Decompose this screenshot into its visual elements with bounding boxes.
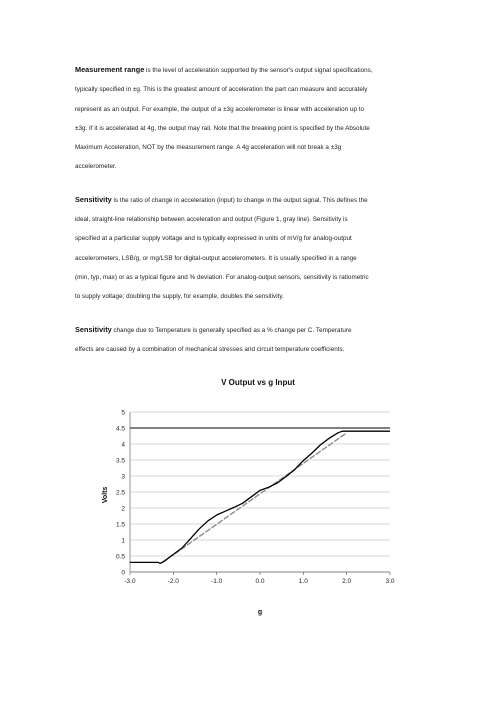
y-tick-label: 4.5	[115, 425, 125, 433]
paragraph-sensitivity: Sensitivity is the ratio of change in acceleration (input) to change in the output signal. This defines the ideal, straight-line relationship between acceleration and output (Figure 1, gray line). Sensitivity is specified at a particular supply voltage and is typically expressed in units of mV/g for analog-output accelerometers, LSB/g, or mg/LSB for digital-output accelerometers. It is usually specified in a range (min, typ, max) or as a typical figure and % deviation. For analog-output sensors, sensitivity is ratiometric to supply voltage; doubling the supply, for example, doubles the sensitivity.	[75, 190, 420, 307]
x-tick-label: -2.0	[167, 578, 179, 585]
chart-series	[130, 431, 390, 563]
y-tick-label: 1	[121, 537, 125, 545]
y-axis-label: Volts	[102, 486, 109, 504]
text-line: specified at a particular supply voltage and is typically expressed in units of mV/g for analog-output	[75, 235, 352, 243]
x-tick-label: 3.0	[385, 578, 395, 585]
y-tick-label: 0.5	[115, 553, 125, 561]
text-line: (min, typ, max) or as a typical figure and % deviation. For analog-output sensors, sensitivity is ratiometric	[75, 273, 369, 281]
y-tick-label: 1.5	[115, 521, 125, 529]
y-tick-label: 2	[121, 505, 125, 513]
x-tick-label: 0.0	[255, 578, 265, 585]
x-tick-label: -1.0	[211, 578, 223, 585]
document-body	[75, 60, 420, 372]
text-line: to supply voltage; doubling the supply, for example, doubles the sensitivity.	[75, 293, 284, 301]
x-tick-label: 1.0	[298, 578, 308, 585]
y-tick-label: 2.5	[115, 489, 125, 497]
y-tick-label: 4	[121, 441, 125, 449]
actual-output-series	[130, 431, 390, 563]
text-line: ±3g. If it is accelerated at 4g, the output may rail. Note that the breaking point is specified by the Absolute	[75, 124, 370, 132]
x-tick-label: 2.0	[342, 578, 352, 585]
text-line: ideal, straight-line relationship between acceleration and output (Figure 1, gray line). Sensitivity is	[75, 216, 348, 224]
ideal-line-series	[163, 433, 347, 563]
text-line: represent as an output. For example, the output of a ±3g accelerometer is linear with acceleration up to	[75, 105, 365, 113]
chart-title: V Output vs g Input	[221, 378, 295, 387]
x-axis-label: g	[257, 609, 263, 616]
paragraph-sensitivity-temperature: Sensitivity change due to Temperature is generally specified as a % change per C. Temperature effects are caused by a combination of mechanical stresses and circuit temperature coefficients.	[75, 320, 420, 360]
chart-ticks	[116, 410, 395, 586]
term-sensitivity-temperature: Sensitivity	[75, 324, 112, 334]
term-sensitivity: Sensitivity	[75, 194, 112, 204]
y-tick-label: 5	[121, 409, 125, 417]
text-line: accelerometers, LSB/g, or mg/LSB for digital-output accelerometers. It is usually specified in a range	[75, 254, 357, 262]
x-tick-label: -3.0	[124, 578, 136, 585]
y-tick-label: 3	[121, 473, 125, 481]
text-line: accelerometer.	[75, 163, 117, 171]
y-tick-label: 0	[121, 569, 125, 577]
chart-grid	[130, 412, 390, 572]
text-line: Maximum Acceleration, NOT by the measurement range. A 4g acceleration will not break a ±3g	[75, 144, 342, 152]
text-line: typically specified in ±g. This is the greatest amount of acceleration the part can measure and accurately	[75, 86, 368, 94]
term-measurement-range: Measurement range	[75, 65, 145, 74]
y-tick-label: 3.5	[115, 457, 125, 465]
chart-axes	[130, 412, 390, 575]
text-line: effects are caused by a combination of mechanical stresses and circuit temperature coefficients.	[75, 345, 345, 353]
paragraph-measurement-range: Measurement range is the level of acceleration supported by the sensor's output signal specifications, typically specified in ±g. This is the greatest amount of acceleration the part can measure and accurately represent as an output. For example, the output of a ±3g accelerometer is linear with acceleration up to ±3g. If it is accelerated at 4g, the output may rail. Note that the breaking point is specified by the Absolute Maximum Acceleration, NOT by the measurement range. A 4g acceleration will not break a ±3g accelerometer.	[75, 60, 420, 177]
